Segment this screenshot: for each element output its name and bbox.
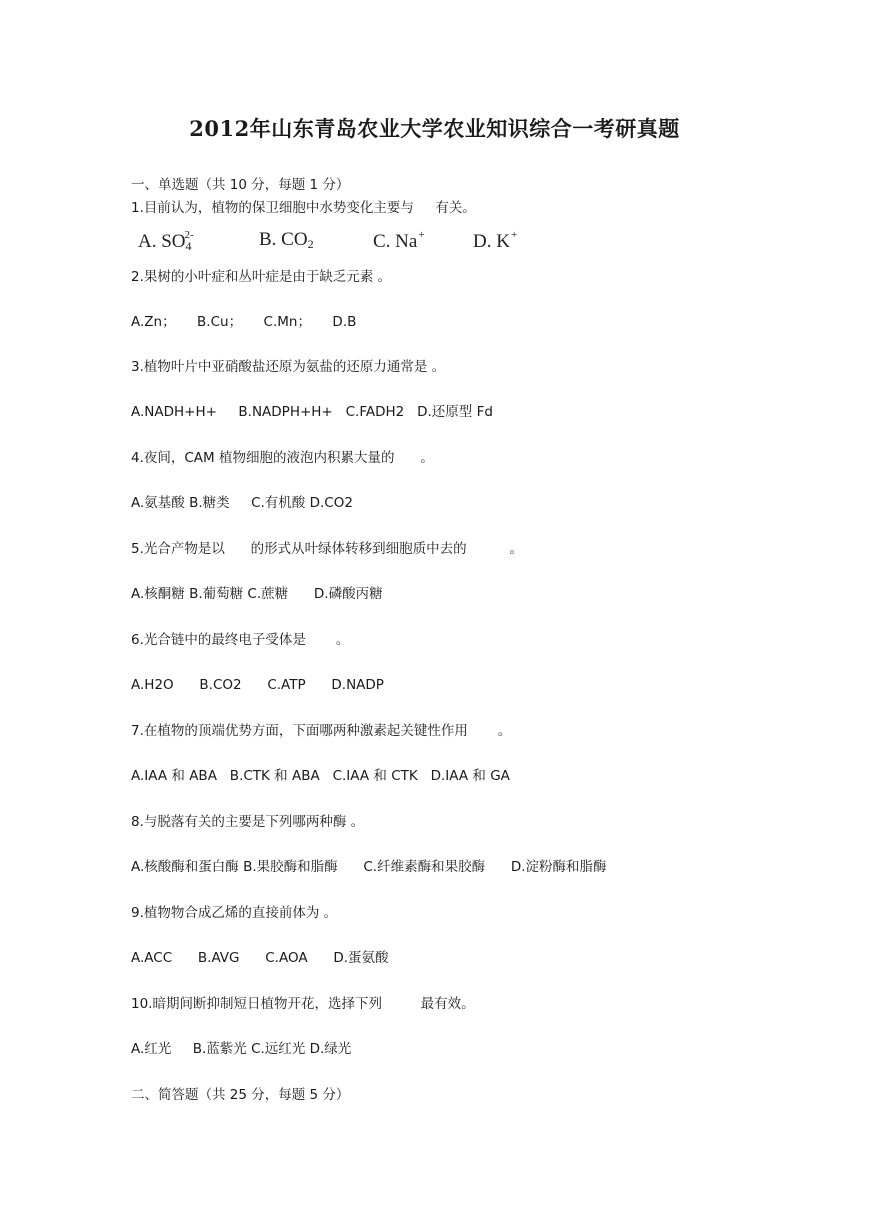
- question-9-options: A.ACC B.AVG C.AOA D.蛋氨酸: [131, 950, 389, 966]
- question-7: 7.在植物的顶端优势方面，下面哪两种激素起关键性作用 。: [131, 723, 512, 739]
- question-8-options: A.核酸酶和蛋白酶 B.果胶酶和脂酶 C.纤维素酶和果胶酶 D.淀粉酶和脂酶: [131, 859, 607, 875]
- question-8: 8.与脱落有关的主要是下列哪两种酶 。: [131, 814, 365, 830]
- question-10: 10.暗期间断抑制短日植物开花，选择下列 最有效。: [131, 996, 475, 1012]
- option-c: C. Na+: [373, 229, 425, 252]
- question-3-options: A.NADH+H+ B.NADPH+H+ C.FADH2 D.还原型 Fd: [131, 404, 493, 420]
- section-heading-short-answer: 二、简答题（共 25 分，每题 5 分）: [131, 1087, 350, 1103]
- option-a: A. $SO_4^{2-}$: [138, 229, 194, 253]
- question-10-options: A.红光 B.蓝紫光 C.远红光 D.绿光: [131, 1041, 352, 1057]
- section-heading-single-choice: 一、单选题（共 10 分，每题 1 分）: [131, 177, 350, 193]
- option-b: B. $CO_2$: [259, 229, 314, 251]
- question-4-options: A.氨基酸 B.糖类 C.有机酸 D.CO2: [131, 495, 353, 511]
- question-2-options: A.Zn； B.Cu； C.Mn； D.B: [131, 314, 357, 330]
- option-d: D. K+: [473, 229, 518, 252]
- question-7-options: A.IAA 和 ABA B.CTK 和 ABA C.IAA 和 CTK D.IAA 和 GA: [131, 768, 510, 784]
- question-5-options: A.核酮糖 B.葡萄糖 C.蔗糖 D.磷酸丙糖: [131, 586, 383, 602]
- question-2: 2.果树的小叶症和丛叶症是由于缺乏元素 。: [131, 269, 392, 285]
- question-5: 5.光合产物是以 的形式从叶绿体转移到细胞质中去的 。: [131, 541, 524, 557]
- question-9: 9.植物物合成乙烯的直接前体为 。: [131, 905, 338, 921]
- question-4: 4.夜间，CAM 植物细胞的液泡内积累大量的 。: [131, 450, 434, 466]
- question-6: 6.光合链中的最终电子受体是 。: [131, 632, 350, 648]
- question-3: 3.植物叶片中亚硝酸盐还原为氨盐的还原力通常是 。: [131, 359, 446, 375]
- question-6-options: A.H2O B.CO2 C.ATP D.NADP: [131, 677, 384, 693]
- page-title: 2012年山东青岛农业大学农业知识综合一考研真题: [189, 116, 680, 141]
- question-1: 1.目前认为，植物的保卫细胞中水势变化主要与 有关。: [131, 200, 476, 216]
